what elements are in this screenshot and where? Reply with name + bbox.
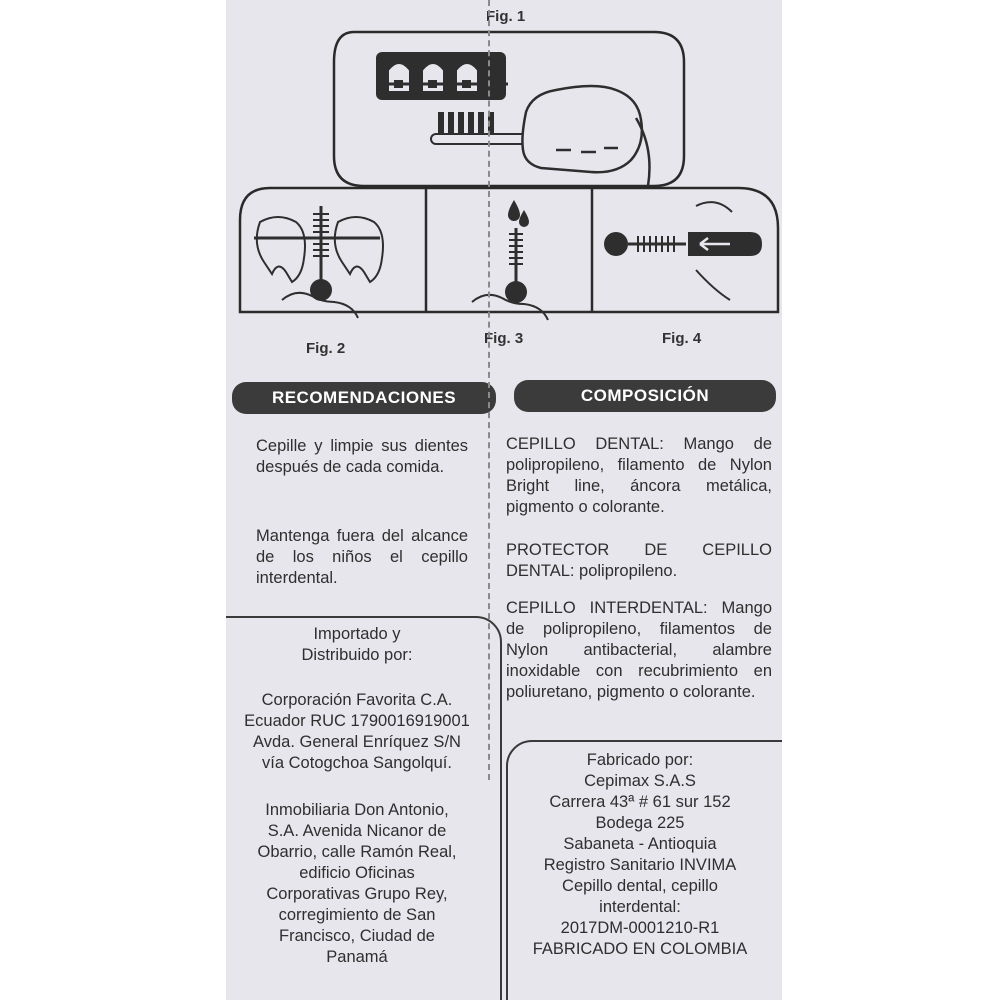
fold-line (488, 0, 490, 780)
importador-title (226, 624, 488, 666)
fig4-cap-illustration (604, 202, 762, 300)
importador-title-line-2: Distribuido por: (301, 646, 413, 664)
fabricante-line: Registro Sanitario INVIMA (543, 856, 737, 874)
fabricante-line: interdental: (599, 898, 681, 916)
right-margin (782, 0, 1000, 1000)
composicion-paragraph-1: CEPILLO DENTAL: Mango de polipropileno, filamento de Nylon Bright line, áncora metálica, pigmento o colorante. (506, 435, 772, 516)
address-line: Panamá (326, 948, 388, 966)
left-margin (0, 0, 226, 1000)
fig3-rinse-illustration (472, 200, 548, 320)
instruction-panel (226, 0, 782, 1000)
importador-title-line-1: Importado y (313, 625, 401, 643)
fabricante-details (510, 750, 770, 960)
address-line: Obarrio, calle Ramón Real, (257, 843, 457, 861)
composicion-paragraph-2: PROTECTOR DE CEPILLO DENTAL: polipropileno. (506, 541, 772, 580)
fig2-interdental-illustration (254, 206, 383, 318)
importador-address-2 (226, 800, 488, 968)
fabricante-line: 2017DM-0001210-R1 (560, 919, 720, 937)
recomendaciones-paragraph-1: Cepille y limpie sus dientes después de cada comida. (256, 437, 468, 476)
recomendaciones-paragraph-2: Mantenga fuera del alcance de los niños el cepillo interdental. (256, 527, 468, 587)
fig1-hand-illustration (522, 86, 649, 186)
fabricante-line: Bodega 225 (595, 814, 685, 832)
fabricante-line: Carrera 43ª # 61 sur 152 (549, 793, 731, 811)
composicion-paragraph-3: CEPILLO INTERDENTAL: Mango de polipropileno, filamentos de Nylon antibacterial, alambre inoxidable con recubrimiento en poliuretano, pigmento o colorante. (506, 599, 772, 701)
address-line: Corporativas Grupo Rey, (266, 885, 448, 903)
fabricante-line: Sabaneta - Antioquia (563, 835, 717, 853)
fig1-toothbrush-illustration (431, 112, 531, 144)
address-line: S.A. Avenida Nicanor de (267, 822, 447, 840)
fig3-label: Fig. 3 (484, 330, 524, 347)
fig4-label: Fig. 4 (662, 330, 702, 347)
fabricante-line: Cepimax S.A.S (584, 772, 696, 790)
address-line: edificio Oficinas (299, 864, 415, 882)
address-line: Avda. General Enríquez S/N (253, 733, 461, 751)
fabricante-line: Fabricado por: (586, 751, 694, 769)
address-line: Inmobiliaria Don Antonio, (265, 801, 449, 819)
fabricante-line: FABRICADO EN COLOMBIA (532, 940, 748, 958)
fig1-label: Fig. 1 (486, 8, 526, 25)
importador-address-1 (226, 690, 488, 774)
address-line: Ecuador RUC 1790016919001 (244, 712, 470, 730)
fig2-label: Fig. 2 (306, 340, 346, 357)
address-line: Francisco, Ciudad de (279, 927, 435, 945)
address-line: corregimiento de San (278, 906, 436, 924)
illustrations (226, 0, 782, 380)
address-line: vía Cotogchoa Sangolquí. (262, 754, 452, 772)
address-line: Corporación Favorita C.A. (261, 691, 453, 709)
composicion-heading: COMPOSICIÓN (514, 380, 776, 412)
recomendaciones-heading: RECOMENDACIONES (232, 382, 496, 414)
fabricante-line: Cepillo dental, cepillo (562, 877, 718, 895)
